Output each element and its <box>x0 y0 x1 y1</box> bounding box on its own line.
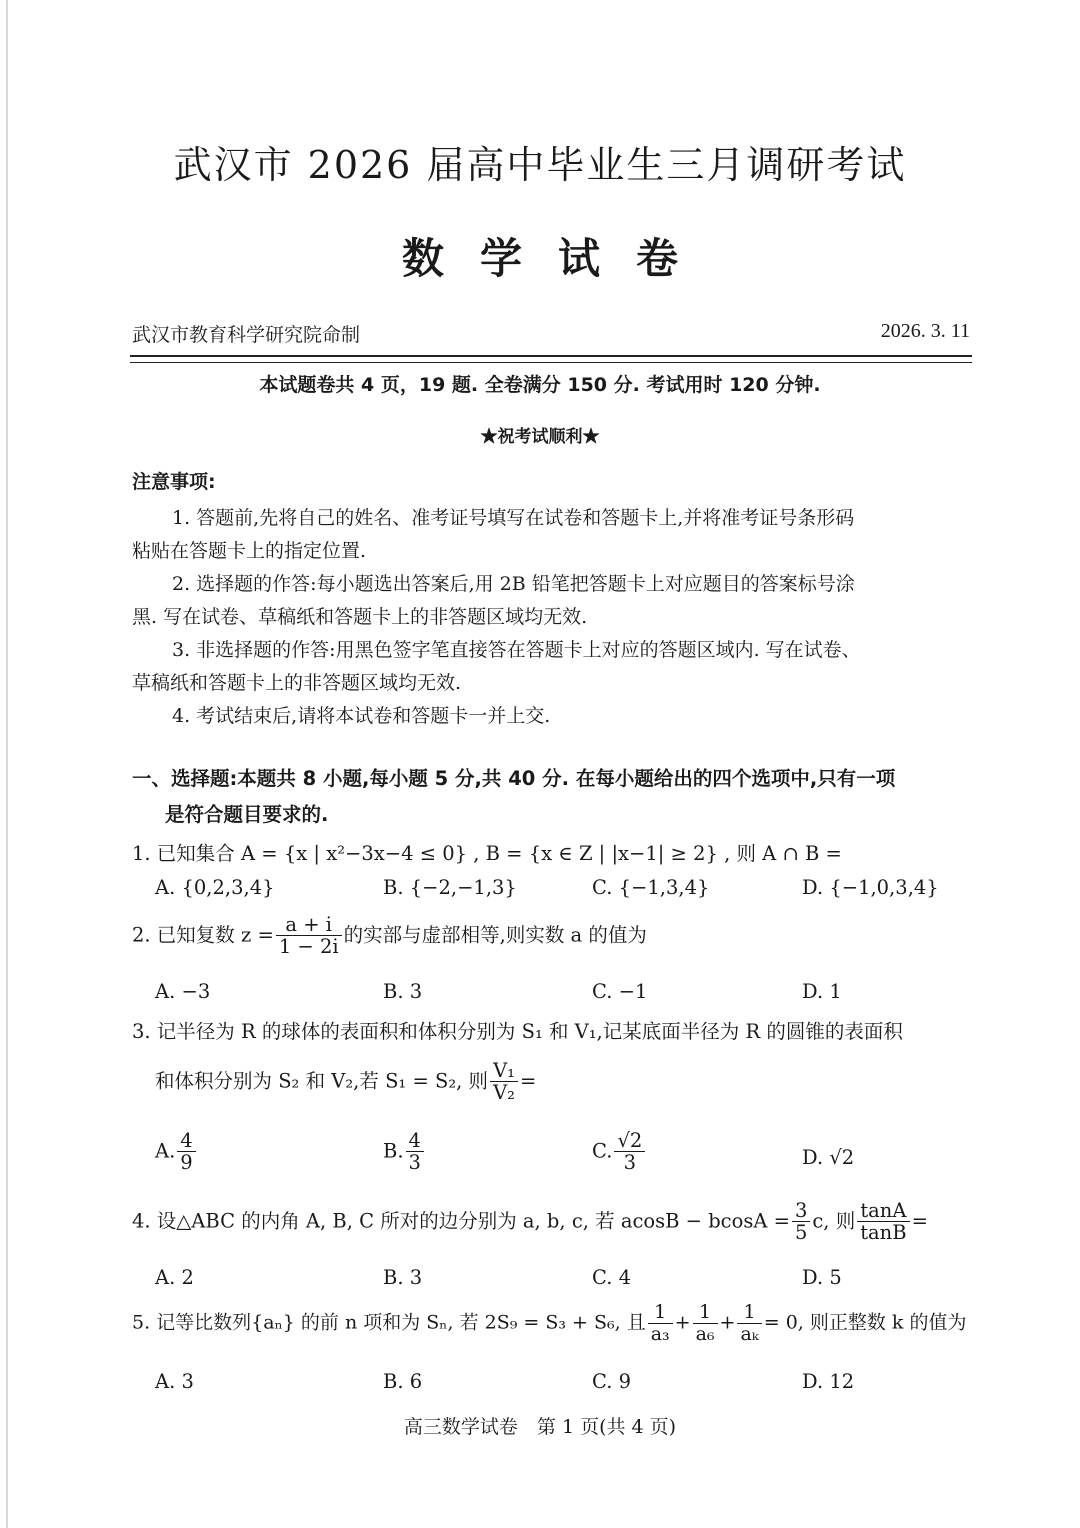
q4-numerator: 3 <box>792 1200 810 1222</box>
question-1: 1. 已知集合 A = {x | x²−3x−4 ≤ 0} , B = {x ∈ Z | |x−1| ≥ 2} , 则 A ∩ B = <box>132 842 842 865</box>
q3-a-den: 9 <box>180 1151 193 1175</box>
q3-option-d <box>802 1146 854 1169</box>
subject-title: 数学试卷 <box>401 234 714 283</box>
exam-title: 武汉市 2026 届高中毕业生三月调研考试 <box>173 143 907 187</box>
q3-option-c <box>592 1130 647 1174</box>
q5-plus-2: + <box>719 1311 736 1334</box>
section-heading: 一、选择题:本题共 8 小题,每小题 5 分,共 40 分. 在每小题给出的四个选项中,只有一项 <box>132 767 896 790</box>
q3-a-num: 4 <box>177 1130 195 1152</box>
q5-f3-den: aₖ <box>740 1322 759 1345</box>
question-4 <box>132 1200 928 1244</box>
note-line: 3. 非选择题的作答:用黑色签字笔直接答在答题卡上对应的答题区域内. 写在试卷、 <box>172 639 861 661</box>
note-line: 4. 考试结束后,请将本试卷和答题卡一并上交. <box>172 705 551 727</box>
q3-numerator: V₁ <box>490 1060 518 1082</box>
q5-f1-num: 1 <box>648 1302 673 1324</box>
q4-tan-denominator: tanB <box>860 1221 907 1245</box>
q3-line2-prefix: 和体积分别为 S₂ 和 V₂,若 S₁ = S₂, 则 <box>155 1069 489 1093</box>
q3-b-num: 4 <box>406 1130 424 1152</box>
header-rule <box>130 355 972 357</box>
q4-suffix: = <box>911 1209 928 1233</box>
q3-option-a-label: A. <box>155 1139 176 1163</box>
page-footer: 高三数学试卷 第 1 页(共 4 页) <box>403 1416 677 1438</box>
q4-option-a: A. 2 <box>155 1266 194 1289</box>
exam-date: 2026. 3. 11 <box>880 320 970 342</box>
q2-option-b: B. 3 <box>383 980 423 1003</box>
q4-tan-numerator: tanA <box>857 1200 909 1222</box>
note-line: 黑. 写在试卷、草稿纸和答题卡上的非答题区域均无效. <box>132 606 588 628</box>
q2-fraction <box>276 914 342 958</box>
q5-f1-den: a₃ <box>650 1322 670 1345</box>
q5-f2-num: 1 <box>693 1302 718 1324</box>
q5-frac-ak <box>737 1302 761 1345</box>
q5-option-a: A. 3 <box>155 1370 194 1393</box>
q2-prefix: 2. 已知复数 z = <box>132 923 274 947</box>
q2-option-a: A. −3 <box>155 980 211 1003</box>
q3-c-num: √2 <box>614 1130 645 1152</box>
header-rule-thin <box>130 362 972 363</box>
q2-numerator: a + i <box>276 914 342 936</box>
q1-option-d: D. {−1,0,3,4} <box>802 876 939 899</box>
q4-denominator: 5 <box>794 1221 808 1245</box>
q2-option-d: D. 1 <box>802 980 842 1003</box>
exam-info: 本试题卷共 4 页，19 题. 全卷满分 150 分. 考试用时 120 分钟. <box>259 374 821 396</box>
q4-tan-fraction <box>857 1200 909 1244</box>
q3-denominator: V₂ <box>493 1081 515 1105</box>
q3-line2-suffix: = <box>519 1069 537 1093</box>
q4-option-c: C. 4 <box>592 1266 632 1289</box>
q3-option-d-label: D. <box>802 1146 824 1169</box>
question-2 <box>132 914 647 958</box>
q2-option-c: C. −1 <box>592 980 648 1003</box>
q3-b-den: 3 <box>408 1151 421 1175</box>
question-5 <box>132 1302 966 1345</box>
q2-denominator: 1 − 2i <box>278 935 339 959</box>
q3-d-text: √2 <box>829 1146 855 1169</box>
question-3-cont <box>155 1060 536 1104</box>
q5-plus-1: + <box>674 1311 691 1334</box>
q3-fraction <box>490 1060 518 1104</box>
q3-option-c-label: C. <box>592 1139 613 1163</box>
note-line: 草稿纸和答题卡上的非答题区域均无效. <box>132 672 462 694</box>
q1-option-b: B. {−2,−1,3} <box>383 876 517 899</box>
note-line: 粘贴在答题卡上的指定位置. <box>132 540 367 562</box>
section-heading-cont: 是符合题目要求的. <box>165 803 329 826</box>
q5-prefix: 5. 记等比数列{aₙ} 的前 n 项和为 Sₙ, 若 2S₉ = S₃ + S₆, 且 <box>132 1311 646 1334</box>
q4-prefix: 4. 设△ABC 的内角 A, B, C 所对的边分别为 a, b, c, 若 acosB − bcosA = <box>132 1209 790 1233</box>
question-3: 3. 记半径为 R 的球体的表面积和体积分别为 S₁ 和 V₁,记某底面半径为 R 的圆锥的表面积 <box>132 1020 903 1043</box>
q4-mid: c, 则 <box>812 1209 856 1233</box>
good-luck-banner: ★祝考试顺利★ <box>480 427 600 447</box>
notes-title: 注意事项: <box>132 471 216 493</box>
q3-c-den: 3 <box>623 1151 637 1175</box>
note-line: 2. 选择题的作答:每小题选出答案后,用 2B 铅笔把答题卡上对应题目的答案标号涂 <box>172 573 855 595</box>
q5-suffix: = 0, 则正整数 k 的值为 <box>763 1311 967 1334</box>
q5-frac-a6 <box>693 1302 718 1345</box>
q1-option-a: A. {0,2,3,4} <box>155 876 275 899</box>
q4-fraction <box>792 1200 810 1244</box>
q5-f2-den: a₆ <box>695 1322 715 1345</box>
q3-option-b-label: B. <box>383 1139 404 1163</box>
q5-option-c: C. 9 <box>592 1370 632 1393</box>
q1-option-c: C. {−1,3,4} <box>592 876 710 899</box>
q2-suffix: 的实部与虚部相等,则实数 a 的值为 <box>343 923 647 947</box>
q5-f3-num: 1 <box>737 1302 761 1324</box>
note-line: 1. 答题前,先将自己的姓名、准考证号填写在试卷和答题卡上,并将准考证号条形码 <box>172 507 855 529</box>
q4-option-d: D. 5 <box>802 1266 842 1289</box>
q4-option-b: B. 3 <box>383 1266 423 1289</box>
issuer: 武汉市教育科学研究院命制 <box>132 324 361 346</box>
q3-option-a <box>155 1130 198 1174</box>
q3-option-b <box>383 1130 426 1174</box>
q5-frac-a3 <box>648 1302 673 1345</box>
q5-option-b: B. 6 <box>383 1370 423 1393</box>
q5-option-d: D. 12 <box>802 1370 855 1393</box>
